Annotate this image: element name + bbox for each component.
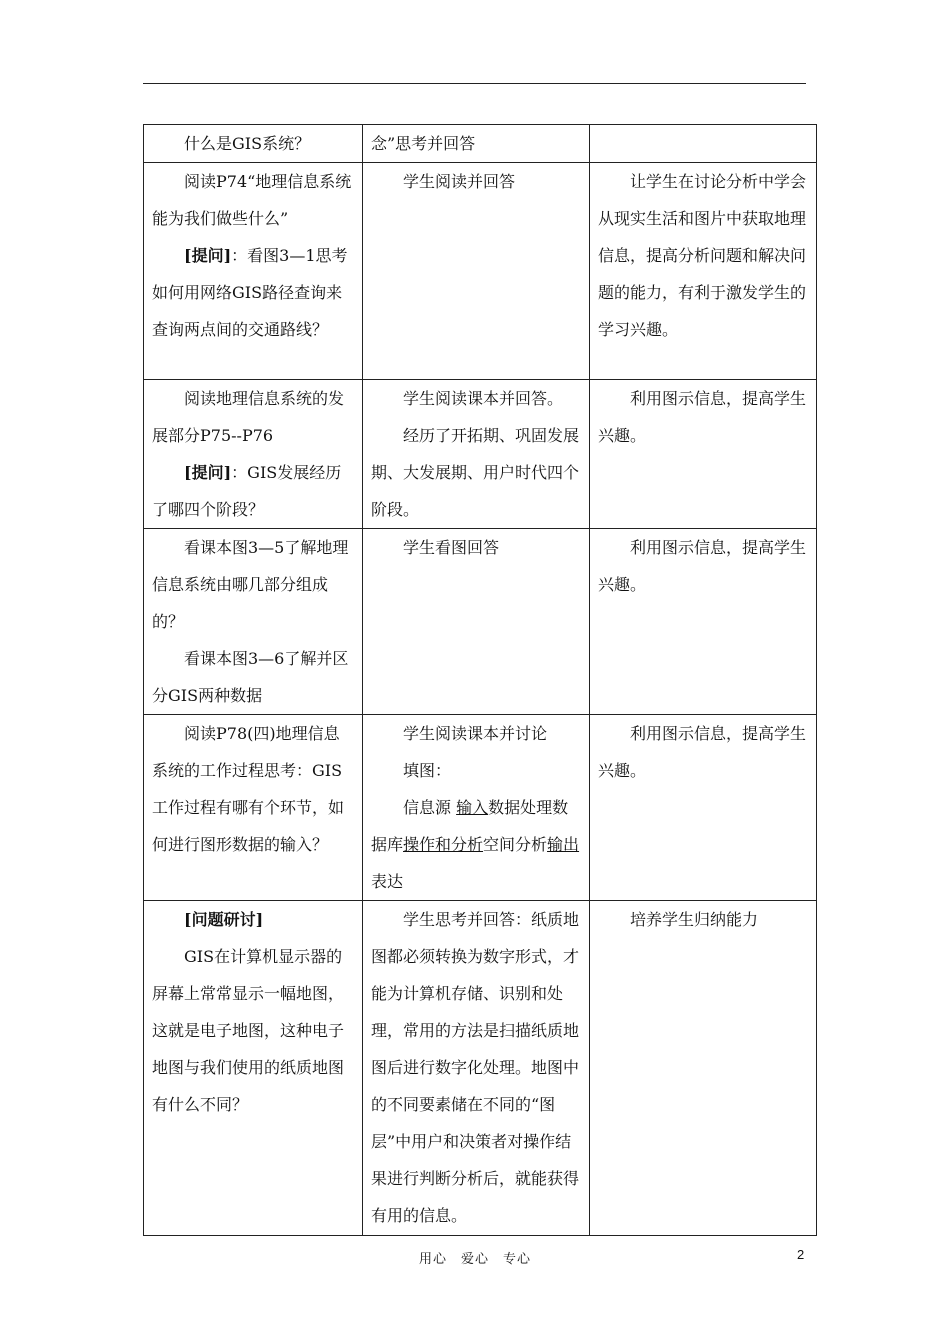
question-label: [提问] — [184, 246, 232, 265]
underlined-answer: 输出 — [547, 835, 580, 854]
table-row — [144, 901, 817, 1236]
table-row — [144, 529, 817, 715]
question-label: [提问] — [184, 463, 232, 482]
table-row — [144, 715, 817, 901]
student-cell: 学生思考并回答：纸质地图都必须转换为数字形式，才能为计算机存储、识别和处理，常用的方法是扫描纸质地图后进行数字化处理。地图中的不同要素储在不同的“图层”中用户和决策者对操作结果进行判断分析后，就能获得有用的信息。 — [363, 901, 590, 1236]
teacher-cell: 阅读地理信息系统的发展部分P75--P76 [提问]：GIS发展经历了哪四个阶段？ — [144, 380, 363, 529]
student-cell: 学生阅读课本并回答。 经历了开拓期、巩固发展期、大发展期、用户时代四个阶段。 — [363, 380, 590, 529]
design-cell: 利用图示信息，提高学生兴趣。 — [590, 715, 817, 901]
table-row — [144, 163, 817, 380]
teacher-cell: [问题研讨] GIS在计算机显示器的屏幕上常常显示一幅地图，这就是电子地图，这种电子地图与我们使用的纸质地图有什么不同？ — [144, 901, 363, 1236]
design-cell: 让学生在讨论分析中学会从现实生活和图片中获取地理信息，提高分析问题和解决问题的能力，有利于激发学生的学习兴趣。 — [590, 163, 817, 380]
table-row — [144, 125, 817, 163]
design-cell: 利用图示信息，提高学生兴趣。 — [590, 529, 817, 715]
teacher-cell: 阅读P78(四)地理信息系统的工作过程思考：GIS工作过程有哪有个环节，如何进行图形数据的输入？ — [144, 715, 363, 901]
student-cell: 学生阅读并回答 — [363, 163, 590, 380]
design-cell: 利用图示信息，提高学生兴趣。 — [590, 380, 817, 529]
footer-text: 用心 爱心 专心 — [418, 1252, 531, 1267]
design-cell: 培养学生归纳能力 — [590, 901, 817, 1236]
student-cell: 学生阅读课本并讨论 填图： 信息源 输入数据处理数据库操作和分析空间分析输出表达 — [363, 715, 590, 901]
teacher-cell: 什么是GIS系统？ — [144, 125, 363, 163]
table-row — [144, 380, 817, 529]
teacher-cell: 阅读P74“地理信息系统能为我们做些什么” [提问]：看图3—1思考如何用网络GIS路径查询来查询两点间的交通路线？ — [144, 163, 363, 380]
page-number: 2 — [797, 1247, 805, 1262]
student-cell: 学生看图回答 — [363, 529, 590, 715]
design-cell — [590, 125, 817, 163]
student-cell: 念”思考并回答 — [363, 125, 590, 163]
underlined-answer: 输入 — [456, 798, 489, 817]
teacher-cell: 看课本图3—5了解地理信息系统由哪几部分组成的？ 看课本图3—6了解并区分GIS两种数据 — [144, 529, 363, 715]
header-rule — [143, 83, 806, 84]
discussion-label: [问题研讨] — [184, 910, 264, 929]
underlined-answer: 操作和分析 — [403, 835, 484, 854]
lesson-table — [143, 124, 817, 1236]
